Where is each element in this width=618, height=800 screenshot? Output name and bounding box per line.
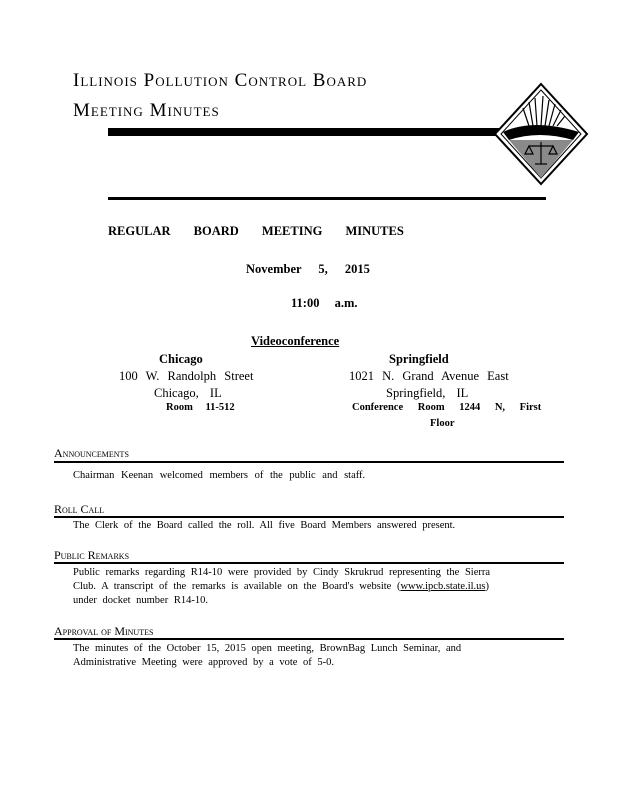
springfield-name: Springfield [389, 352, 449, 366]
public-remarks-line2-post: ) [485, 581, 490, 592]
approval-rule [54, 638, 564, 640]
approval-line1: The minutes of the October 15, 2015 open meeting, BrownBag Lunch Seminar, and [73, 643, 462, 654]
header-divider-thin [108, 197, 546, 200]
ipcb-logo [493, 82, 589, 186]
public-remarks-line2 [73, 580, 489, 594]
announcements-heading: Announcements [54, 446, 129, 460]
meeting-heading: REGULAR BOARD MEETING MINUTES [108, 224, 404, 238]
public-remarks-line2-pre: Club. A transcript of the remarks is available on the Board's website ( [73, 581, 401, 592]
chicago-room: Room 11-512 [166, 402, 235, 413]
minutes-title: Meeting Minutes [73, 100, 220, 121]
chicago-city: Chicago, IL [154, 386, 222, 400]
public-remarks-line3: under docket number R14-10. [73, 595, 208, 606]
approval-heading: Approval of Minutes [54, 624, 154, 638]
roll-call-heading: Roll Call [54, 502, 105, 516]
meeting-date: November 5, 2015 [246, 262, 370, 276]
meeting-mode: Videoconference [251, 334, 340, 348]
public-remarks-heading: Public Remarks [54, 548, 130, 562]
springfield-address: 1021 N. Grand Avenue East [349, 369, 509, 383]
announcements-rule [54, 461, 564, 463]
public-remarks-line1: Public remarks regarding R14-10 were provided by Cindy Skrukrud representing the Sierra [73, 567, 491, 578]
announcements-text: Chairman Keenan welcomed members of the public and staff. [73, 470, 366, 481]
roll-call-text: The Clerk of the Board called the roll. All five Board Members answered present. [73, 520, 456, 531]
meeting-time: 11:00 a.m. [291, 296, 358, 310]
header-divider-thick [108, 128, 510, 136]
springfield-room-floor: Floor [430, 418, 455, 429]
chicago-name: Chicago [159, 352, 203, 366]
chicago-address: 100 W. Randolph Street [119, 369, 254, 383]
board-website-link[interactable]: www.ipcb.state.il.us [400, 581, 486, 592]
springfield-room: Conference Room 1244 N, First [352, 402, 542, 413]
roll-call-rule [54, 516, 564, 518]
springfield-city: Springfield, IL [386, 386, 469, 400]
approval-line2: Administrative Meeting were approved by a vote of 5-0. [73, 657, 335, 668]
public-remarks-rule [54, 562, 564, 564]
board-title: Illinois Pollution Control Board [73, 70, 368, 91]
